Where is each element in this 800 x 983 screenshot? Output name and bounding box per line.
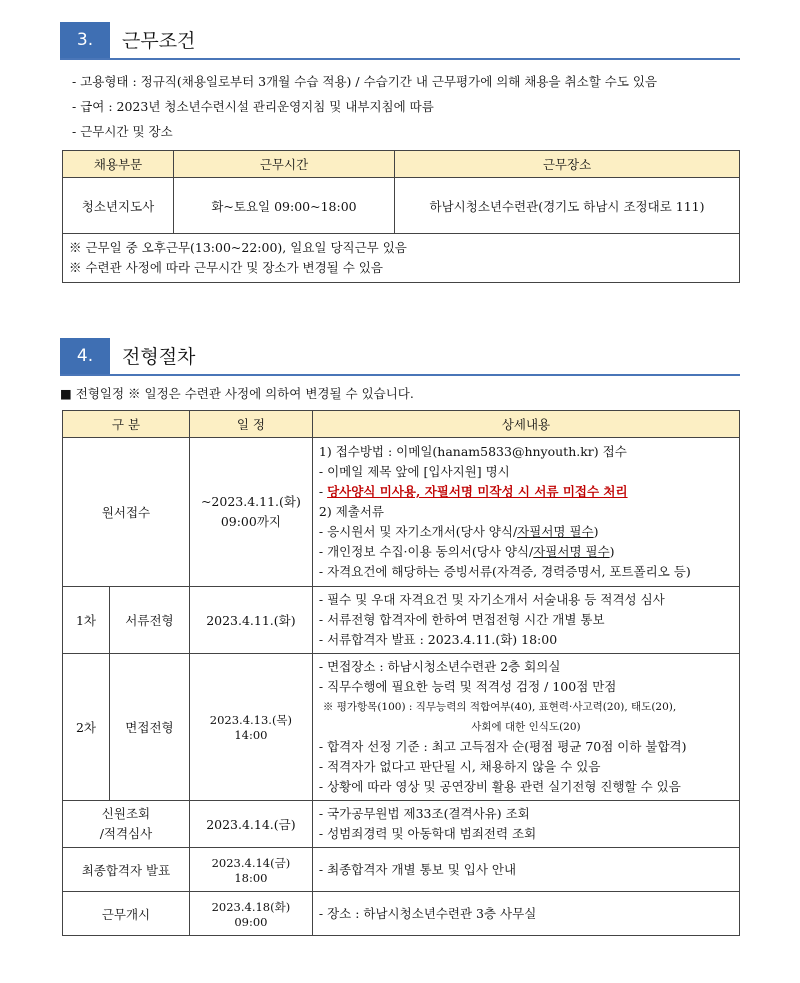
section-4-header — [60, 338, 740, 376]
name-line: /적격심사 — [99, 826, 153, 841]
row-background-check-details — [312, 801, 739, 848]
header-category: 구 분 — [63, 411, 190, 438]
note-line: ※ 수련관 사정에 따라 근무시간 및 장소가 변경될 수 있음 — [69, 260, 383, 275]
row-document-details — [312, 587, 739, 654]
detail-line: - 합격자 선정 기준 : 최고 고득점자 순(평점 평균 70점 이하 불합격) — [318, 739, 687, 754]
row-application-name: 원서접수 — [63, 438, 190, 587]
underlined-text: 자필서명 필수 — [533, 544, 610, 559]
cell-work-hours: 화~토요일 09:00~18:00 — [174, 178, 395, 234]
row-background-check-date: 2023.4.14.(금) — [189, 801, 312, 848]
warning-text: 당사양식 미사용, 자필서명 미작성 시 서류 미접수 처리 — [327, 484, 628, 499]
row-interview-stage: 2차 — [63, 654, 110, 801]
row-final-announcement-details — [312, 848, 739, 892]
row-final-announcement-name: 최종합격자 발표 — [63, 848, 190, 892]
detail-line: - 최종합격자 개별 통보 및 입사 안내 — [318, 861, 517, 877]
row-start-work-date: 2023.4.18(화) 09:00 — [189, 892, 312, 936]
employment-type-line: - 고용형태 : 정규직(채용일로부터 3개월 수습 적용) / 수습기간 내 근무평가에 의해 채용을 취소할 수도 있음 — [72, 74, 658, 89]
row-start-work-details — [312, 892, 739, 936]
detail-line — [319, 482, 733, 502]
detail-line: 2) 제출서류 — [318, 504, 385, 519]
row-document-date: 2023.4.11.(화) — [189, 587, 312, 654]
cell-work-place: 하남시청소년수련관(경기도 하남시 조정대로 111) — [395, 178, 740, 234]
salary-line: - 급여 : 2023년 청소년수련시설 관리운영지침 및 내부지침에 따름 — [72, 99, 434, 114]
detail-line: 사회에 대한 인식도(20) — [471, 721, 581, 733]
row-interview-details — [312, 654, 739, 801]
work-hours-heading: - 근무시간 및 장소 — [72, 124, 173, 139]
dash: - — [318, 484, 328, 499]
text: ) — [609, 544, 615, 559]
row-interview-name: 면접전형 — [110, 654, 190, 801]
detail-line: 1) 접수방법 : 이메일(hanam5833@hnyouth.kr) 접수 — [318, 444, 627, 459]
header-department: 채용부문 — [63, 151, 174, 178]
detail-line: - 서류합격자 발표 : 2023.4.11.(화) 18:00 — [318, 632, 558, 647]
selection-schedule-table — [62, 410, 740, 936]
detail-line: - 필수 및 우대 자격요건 및 자기소개서 서술내용 등 적격성 심사 — [318, 592, 665, 607]
row-document-stage: 1차 — [63, 587, 110, 654]
text: - 응시원서 및 자기소개서(당사 양식/ — [318, 524, 518, 539]
row-interview-date: 2023.4.13.(목) 14:00 — [189, 654, 312, 801]
detail-line: - 자격요건에 해당하는 증빙서류(자격증, 경력증명서, 포트폴리오 등) — [318, 564, 691, 579]
detail-line: - 장소 : 하남시청소년수련관 3층 사무실 — [318, 905, 537, 921]
row-document-name: 서류전형 — [110, 587, 190, 654]
name-line: 신원조회 — [101, 806, 151, 821]
underlined-text: 자필서명 필수 — [517, 524, 594, 539]
header-work-place: 근무장소 — [395, 151, 740, 178]
section-4-title: 전형절차 — [122, 346, 196, 368]
work-notes-cell — [63, 234, 740, 283]
section-3-number: 3. — [60, 22, 110, 58]
header-schedule: 일 정 — [189, 411, 312, 438]
section-3-title: 근무조건 — [122, 30, 196, 52]
work-conditions-table — [62, 150, 740, 283]
detail-line: - 국가공무원법 제33조(결격사유) 조회 — [318, 806, 530, 821]
date-line: 09:00까지 — [220, 514, 281, 529]
row-final-announcement-date: 2023.4.14(금) 18:00 — [189, 848, 312, 892]
schedule-intro: ■ 전형일정 ※ 일정은 수련관 사정에 의하여 변경될 수 있습니다. — [60, 386, 414, 401]
detail-line: - 성범죄경력 및 아동학대 범죄전력 조회 — [318, 826, 537, 841]
detail-line: - 이메일 제목 앞에 [입사지원] 명시 — [318, 464, 510, 479]
cell-department: 청소년지도사 — [63, 178, 174, 234]
header-work-hours: 근무시간 — [174, 151, 395, 178]
detail-line: ※ 평가항목(100) : 직무능력의 적합여부(40), 표현력·사고력(20), 태도(20), — [322, 701, 677, 713]
section-3-header — [60, 22, 740, 60]
detail-line: - 직무수행에 필요한 능력 및 적격성 검정 / 100점 만점 — [318, 679, 617, 694]
detail-line: - 적격자가 없다고 판단될 시, 채용하지 않을 수 있음 — [318, 759, 601, 774]
row-background-check-name — [63, 801, 190, 848]
note-line: ※ 근무일 중 오후근무(13:00~22:00), 일요일 당직근무 있음 — [69, 240, 407, 255]
detail-line — [319, 542, 733, 562]
header-details: 상세내용 — [312, 411, 739, 438]
row-application-date — [189, 438, 312, 587]
row-application-details — [312, 438, 739, 587]
row-start-work-name: 근무개시 — [63, 892, 190, 936]
detail-line — [319, 522, 733, 542]
date-line: ~2023.4.11.(화) — [200, 494, 301, 509]
detail-line: - 상황에 따라 영상 및 공연장비 활용 관련 실기전형 진행할 수 있음 — [318, 779, 681, 794]
section-4-number: 4. — [60, 338, 110, 374]
text: - 개인정보 수집·이용 동의서(당사 양식/ — [318, 544, 534, 559]
text: ) — [593, 524, 599, 539]
detail-line: - 면접장소 : 하남시청소년수련관 2층 회의실 — [318, 659, 561, 674]
detail-line: - 서류전형 합격자에 한하여 면접전형 시간 개별 통보 — [318, 612, 605, 627]
